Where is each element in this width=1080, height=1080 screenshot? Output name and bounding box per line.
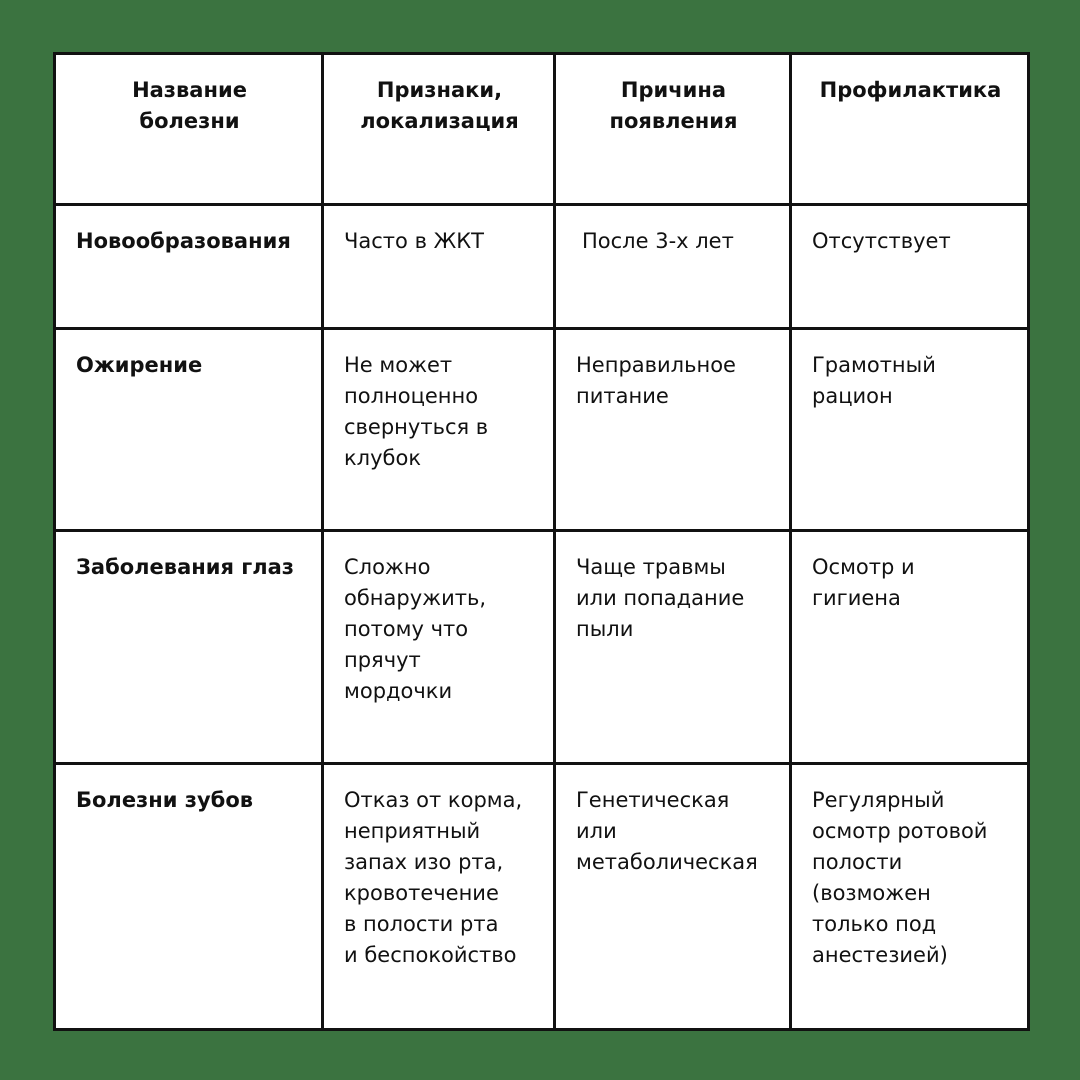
table-row — [55, 531, 1029, 764]
row-signs: Не может полноценно свернуться в клубок — [323, 329, 555, 531]
row-signs: Часто в ЖКТ — [323, 205, 555, 329]
table-row — [55, 205, 1029, 329]
row-prevention: Грамотный рацион — [791, 329, 1029, 531]
row-disease-name: Ожирение — [55, 329, 323, 531]
row-cause: После 3-х лет — [555, 205, 791, 329]
row-cause: Генетическая или метаболическая — [555, 764, 791, 1030]
table-header-row — [55, 54, 1029, 205]
table-row — [55, 764, 1029, 1030]
row-signs: Сложно обнаружить, потому что прячут мордочки — [323, 531, 555, 764]
row-cause: Неправильное питание — [555, 329, 791, 531]
disease-table — [53, 52, 1030, 1031]
row-signs: Отказ от корма, неприятный запах изо рта, кровотечение в полости рта и беспокойство — [323, 764, 555, 1030]
row-prevention: Отсутствует — [791, 205, 1029, 329]
row-cause: Чаще травмы или попадание пыли — [555, 531, 791, 764]
row-prevention: Регулярный осмотр ротовой полости (возможен только под анестезией) — [791, 764, 1029, 1030]
row-prevention: Осмотр и гигиена — [791, 531, 1029, 764]
header-cause: Причина появления — [555, 54, 791, 205]
row-disease-name: Заболевания глаз — [55, 531, 323, 764]
header-disease-name: Название болезни — [55, 54, 323, 205]
header-prevention: Профилактика — [791, 54, 1029, 205]
disease-table-card — [53, 52, 1027, 1028]
header-signs-location: Признаки, локализация — [323, 54, 555, 205]
row-disease-name: Болезни зубов — [55, 764, 323, 1030]
table-row — [55, 329, 1029, 531]
row-disease-name: Новообразования — [55, 205, 323, 329]
